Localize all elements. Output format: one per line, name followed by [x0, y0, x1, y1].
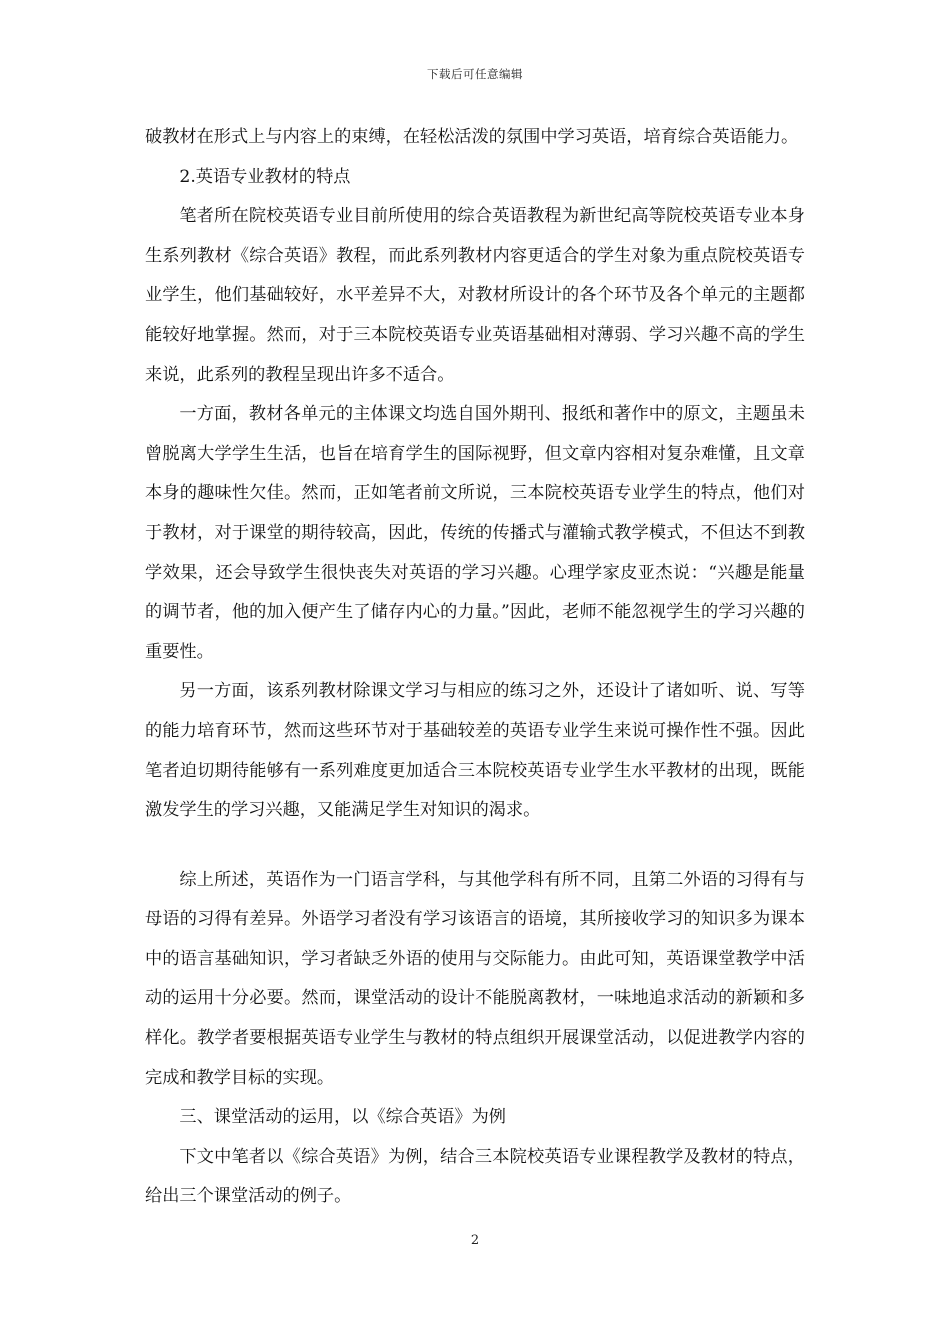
page-number: 2 — [470, 1233, 480, 1248]
paragraph-examples-intro: 下文中笔者以《综合英语》为例，结合三本院校英语专业课程教学及教材的特点，给出三个课堂活动的例子。 — [145, 1146, 805, 1207]
paragraph-textbook-intro: 笔者所在院校英语专业目前所使用的综合英语教程为新世纪高等院校英语专业本身生系列教材《综合英语》教程，而此系列教材内容更适合的学生对象为重点院校英语专业学生，他们基础较好，水平差异不大，对教材所设计的各个环节及各个单元的主题都能较好地掌握。然而，对于三本院校英语专业英语基础相对薄弱、学习兴趣不高的学生来说，此系列的教程呈现出许多不适合。 — [145, 206, 805, 385]
paragraph-gap — [145, 831, 805, 861]
section-heading-textbook-features: 2.英语专业教材的特点 — [179, 166, 351, 187]
paragraph-summary: 综上所述，英语作为一门语言学科，与其他学科有所不同，且第二外语的习得有与母语的习得有差异。外语学习者没有学习该语言的语境，其所接收学习的知识多为课本中的语言基础知识，学习者缺乏外语的使用与交际能力。由此可知，英语课堂教学中活动的运用十分必要。然而，课堂活动的设计不能脱离教材，一味地追求活动的新颖和多样化。教学者要根据英语专业学生与教材的特点组织开展课堂活动，以促进教学内容的完成和教学目标的实现。 — [145, 869, 805, 1088]
paragraph-second-aspect: 另一方面，该系列教材除课文学习与相应的练习之外，还设计了诸如听、说、写等的能力培育环节，然而这些环节对于基础较差的英语专业学生来说可操作性不强。因此笔者迫切期待能够有一系列难度更加适合三本院校英语专业学生水平教材的出现，既能激发学生的学习兴趣，又能满足学生对知识的渴求。 — [145, 681, 805, 821]
page-header: 下载后可任意编辑 — [427, 67, 523, 81]
paragraph-first-aspect: 一方面，教材各单元的主体课文均选自国外期刊、报纸和著作中的原文，主题虽未曾脱离大学学生生活，也旨在培育学生的国际视野，但文章内容相对复杂难懂，且文章本身的趣味性欠佳。然而，正如笔者前文所说，三本院校英语专业学生的特点，他们对于教材，对于课堂的期待较高，因此，传统的传播式与灌输式教学模式，不但达不到教学效果，还会导致学生很快丧失对英语的学习兴趣。心理学家皮亚杰说：“兴趣是能量的调节者，他的加入便产生了储存内心的力量。”因此，老师不能忽视学生的学习兴趣的重要性。 — [145, 404, 805, 662]
document-body — [145, 118, 805, 1217]
paragraph-continuation: 破教材在形式上与内容上的束缚，在轻松活泼的氛围中学习英语，培育综合英语能力。 — [145, 127, 799, 147]
section-heading-classroom-activities: 三、课堂活动的运用，以《综合英语》为例 — [179, 1107, 506, 1128]
